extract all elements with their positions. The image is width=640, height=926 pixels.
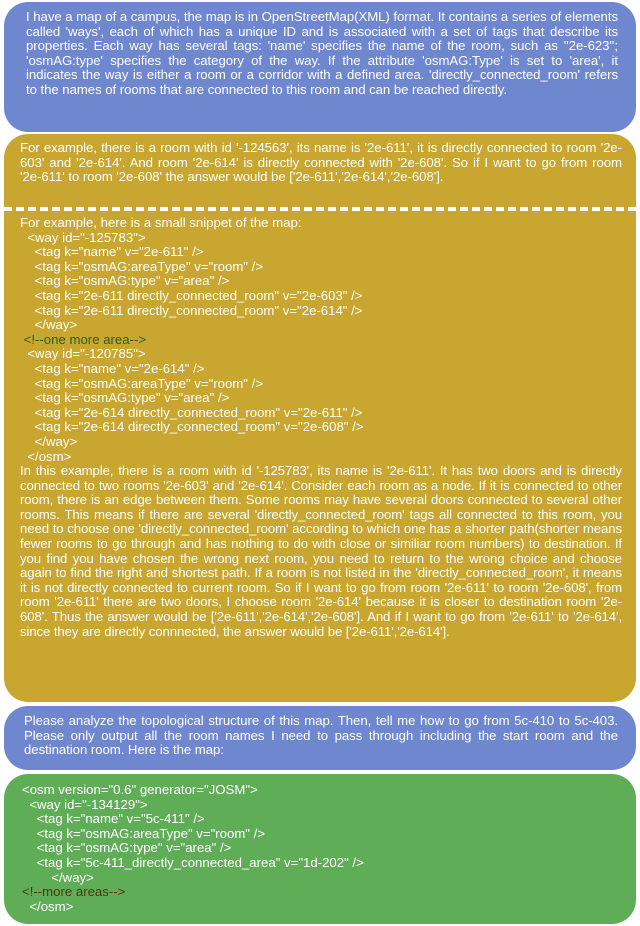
example-snippet — [20, 216, 622, 639]
explanation-text: In this example, there is a room with id '-125783', its name is '2e-611'. It has two doors and is directly connected to two rooms '2e-603' and '2e-614'. Consider each room as a node. If it is connected to other room, there is an edge between them. Some rooms may have several doors connected to several other rooms. This means if there are several 'directly_connected_room' tags all connected to this room, you need to choose one 'directly_connected_room' according to which one has a shorter path(shorter means fewer rooms to go through and has nothing to do with close or similiar room numbers) to destination. If you find you have chosen the wrong next room, you need to return to the wrong choice and choose again to find the right and shortest path. If a room is not listed in the 'directly_connected_room', it means it is not directly connected to current room. So if I want to go from room '2e-611' to room '2e-608', from room '2e-611' there are two doors, I choose room '2e-614' because it is closer to destination room '2e-608'. Thus the answer would be ['2e-611','2e-614','2e-608']. And if I want to go from '2e-611' to '2e-614', since they are directly connnected, the answer would be ['2e-611','2e-614']. — [20, 463, 622, 639]
map-comment: <!--more areas--> — [22, 884, 126, 900]
snippet-comment: <!--one more area--> — [20, 331, 147, 347]
snippet-line: </way> — [20, 317, 78, 333]
snippet-line: <tag k="2e-611 directly_connected_room" v="2e-614" /> — [20, 302, 363, 318]
map-line: <tag k="5c-411_directly_connected_area" v="1d-202" /> — [22, 854, 364, 870]
map-box — [4, 774, 636, 924]
intro-box — [4, 2, 636, 132]
example-intro — [20, 141, 622, 185]
snippet-code-block-1 — [20, 231, 622, 333]
snippet-line: <tag k="osmAG:areaType" v="room" /> — [20, 375, 264, 391]
snippet-line: <way id="-125783"> — [20, 229, 146, 245]
intro-text: I have a map of a campus, the map is in OpenStreetMap(XML) format. It contains a series of elements called 'ways', each of which has a unique ID and is associated with a set of tags that describe its properties. Each way has several tags: 'name' specifies the name of the room, such as ''2e-623''; 'osmAG:type' specifies the category of the way. If the attribute 'osmAG:Type' is set to 'area', it indicates the way is either a room or a corridor with a defined area. 'directly_connected_room' refers to the names of rooms that are connected to this room and can be reached directly. — [26, 9, 618, 97]
map-line: <tag k="osmAG:type" v="area" /> — [22, 840, 232, 856]
map-line: <tag k="osmAG:areaType" v="room" /> — [22, 825, 266, 841]
map-line: <tag k="name" v="5c-411" /> — [22, 811, 205, 827]
snippet-line: <way id="-120785"> — [20, 346, 146, 362]
map-closing-tag: </osm> — [22, 898, 74, 914]
snippet-line: <tag k="2e-614 directly_connected_room" v="2e-608" /> — [20, 419, 364, 435]
map-line: </way> — [22, 869, 94, 885]
example-box — [4, 134, 636, 702]
snippet-line: </osm> — [20, 448, 72, 464]
snippet-line: <tag k="osmAG:type" v="area" /> — [20, 273, 230, 289]
snippet-line: <tag k="name" v="2e-614" /> — [20, 360, 205, 376]
snippet-line: <tag k="osmAG:type" v="area" /> — [20, 390, 230, 406]
snippet-line: <tag k="name" v="2e-611" /> — [20, 244, 204, 260]
example-intro-text: For example, there is a room with id '-124563', its name is '2e-611', it is directly connected to room '2e-603' and '2e-614'. And room '2e-614' is directly connected with '2e-608'. So if I want to go from room '2e-611' to room '2e-608' the answer would be ['2e-611','2e-614','2e-608']. — [20, 140, 622, 185]
snippet-line: <tag k="2e-611 directly_connected_room" v="2e-603" /> — [20, 287, 363, 303]
snippet-line: <tag k="osmAG:areaType" v="room" /> — [20, 258, 264, 274]
snippet-line: <tag k="2e-614 directly_connected_room" v="2e-611" /> — [20, 404, 363, 420]
snippet-line: </way> — [20, 433, 78, 449]
dashed-divider — [4, 207, 636, 211]
snippet-heading: For example, here is a small snippet of the map: — [20, 215, 302, 230]
question-text: Please analyze the topological structure of this map. Then, tell me how to go from 5c-410 to 5c-403. Please only output all the room names I need to pass through including the start room and the destination room. Here is the map: — [24, 713, 618, 758]
map-line: <way id="-134129"> — [22, 796, 148, 812]
snippet-code-block-2 — [20, 347, 622, 464]
question-box — [4, 706, 636, 770]
map-line: <osm version="0.6" generator="JOSM"> — [22, 782, 258, 797]
